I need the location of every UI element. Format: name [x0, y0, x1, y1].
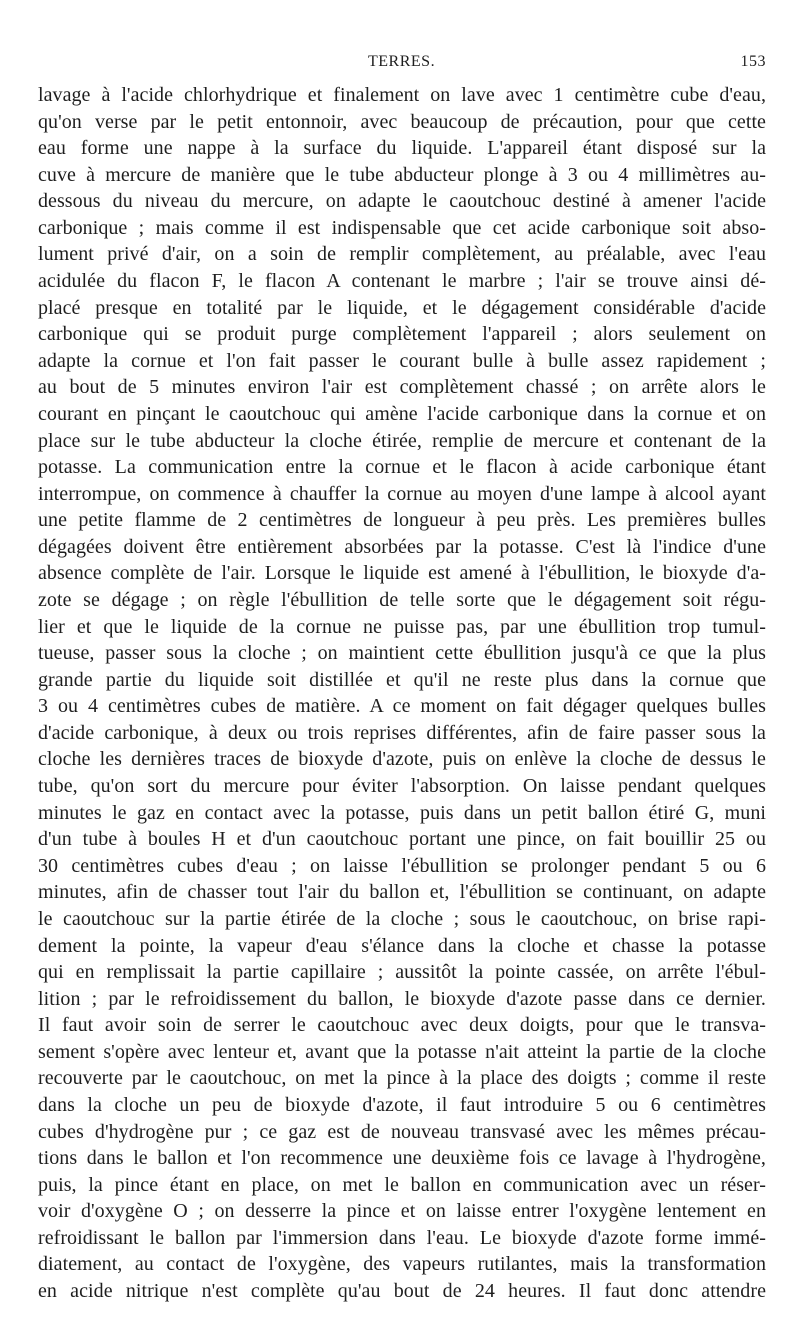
text-line: cuve à mercure de manière que le tube abducteur plonge à 3 ou 4 millimètres au- [38, 163, 766, 186]
text-line: d'acide carbonique, à deux ou trois reprises différentes, afin de faire passer sous la [38, 721, 766, 744]
text-line: lition ; par le refroidissement du ballon, le bioxyde d'azote passe dans ce dernier. [38, 987, 766, 1010]
text-line: place sur le tube abducteur la cloche étirée, remplie de mercure et contenant de la [38, 429, 766, 452]
text-line: 30 centimètres cubes d'eau ; on laisse l'ébullition se prolonger pendant 5 ou 6 [38, 854, 766, 877]
text-line: adapte la cornue et l'on fait passer le courant bulle à bulle assez rapidement ; [38, 349, 766, 372]
text-line: potasse. La communication entre la cornue et le flacon à acide carbonique étant [38, 456, 766, 479]
text-line: dans la cloche un peu de bioxyde d'azote, il faut introduire 5 ou 6 centimètres [38, 1093, 766, 1116]
text-line: absence complète de l'air. Lorsque le liquide est amené à l'ébullition, le bioxyde d'a- [38, 562, 766, 585]
text-line: carbonique qui se produit purge complètement l'appareil ; alors seulement on [38, 323, 766, 346]
page-number: 153 [740, 53, 766, 70]
text-line: qu'on verse par le petit entonnoir, avec beaucoup de précaution, pour que cette [38, 110, 766, 133]
text-line: qui en remplissait la partie capillaire ; aussitôt la pointe cassée, on arrête l'ébul- [38, 961, 766, 984]
text-line: placé presque en totalité par le liquide, et le dégagement considérable d'acide [38, 296, 766, 319]
body-text [38, 82, 766, 1305]
text-line: interrompue, on commence à chauffer la cornue au moyen d'une lampe à alcool ayant [38, 482, 766, 505]
text-line: courant en pinçant le caoutchouc qui amène l'acide carbonique dans la cornue et on [38, 402, 766, 425]
text-line: cubes d'hydrogène pur ; ce gaz est de nouveau transvasé avec les mêmes précau- [38, 1120, 766, 1143]
text-line: diatement, au contact de l'oxygène, des vapeurs rutilantes, mais la transformation [38, 1253, 766, 1276]
text-line: sement s'opère avec lenteur et, avant que la potasse n'ait atteint la partie de la cloche [38, 1040, 766, 1063]
text-line: grande partie du liquide soit distillée et qu'il ne reste plus dans la cornue que [38, 668, 766, 691]
text-line: au bout de 5 minutes environ l'air est complètement chassé ; on arrête alors le [38, 376, 766, 399]
text-line: tions dans le ballon et l'on recommence une deuxième fois ce lavage à l'hydrogène, [38, 1147, 766, 1170]
text-line: eau forme une nappe à la surface du liquide. L'appareil étant disposé sur la [38, 137, 766, 160]
text-line: lier et que le liquide de la cornue ne puisse pas, par une ébullition trop tumul- [38, 615, 766, 638]
text-line: zote se dégage ; on règle l'ébullition de telle sorte que le dégagement soit régu- [38, 588, 766, 611]
text-line: le caoutchouc sur la partie étirée de la cloche ; sous le caoutchouc, on brise rapi- [38, 907, 766, 930]
text-line: dégagées doivent être entièrement absorbées par la potasse. C'est là l'indice d'une [38, 535, 766, 558]
text-line: en acide nitrique n'est complète qu'au bout de 24 heures. Il faut donc attendre [38, 1280, 766, 1303]
text-line: voir d'oxygène O ; on desserre la pince et on laisse entrer l'oxygène lentement en [38, 1200, 766, 1223]
text-line: lument privé d'air, on a soin de remplir complètement, au préalable, avec l'eau [38, 243, 766, 266]
text-line: tube, qu'on sort du mercure pour éviter l'absorption. On laisse pendant quelques [38, 775, 766, 798]
text-line: dessous du niveau du mercure, on adapte le caoutchouc destiné à amener l'acide [38, 190, 766, 213]
text-line: minutes, afin de chasser tout l'air du ballon et, l'ébullition se continuant, on adapte [38, 881, 766, 904]
text-line: lavage à l'acide chlorhydrique et finalement on lave avec 1 centimètre cube d'eau, [38, 84, 766, 106]
text-line: tueuse, passer sous la cloche ; on maintient cette ébullition jusqu'à ce que la plus [38, 642, 766, 665]
text-line: Il faut avoir soin de serrer le caoutchouc avec deux doigts, pour que le transva- [38, 1014, 766, 1037]
text-line: puis, la pince étant en place, on met le ballon en communication avec un réser- [38, 1173, 766, 1196]
text-line: d'un tube à boules H et d'un caoutchouc portant une pince, on fait bouillir 25 ou [38, 828, 766, 851]
text-line: recouverte par le caoutchouc, on met la pince à la place des doigts ; comme il reste [38, 1067, 766, 1090]
running-head [0, 53, 800, 77]
text-line: refroidissant le ballon par l'immersion dans l'eau. Le bioxyde d'azote forme immé- [38, 1226, 766, 1249]
text-line: une petite flamme de 2 centimètres de longueur à peu près. Les premières bulles [38, 509, 766, 532]
text-line: dement la pointe, la vapeur d'eau s'élance dans la cloche et chasse la potasse [38, 934, 766, 957]
text-line: cloche les dernières traces de bioxyde d'azote, puis on enlève la cloche de dessus le [38, 748, 766, 771]
running-title: TERRES. [368, 53, 436, 70]
text-line: 3 ou 4 centimètres cubes de matière. A ce moment on fait dégager quelques bulles [38, 695, 766, 718]
text-line: acidulée du flacon F, le flacon A contenant le marbre ; l'air se trouve ainsi dé- [38, 270, 766, 293]
text-line: minutes le gaz en contact avec la potasse, puis dans un petit ballon étiré G, muni [38, 801, 766, 824]
text-line: carbonique ; mais comme il est indispensable que cet acide carbonique soit abso- [38, 216, 766, 239]
